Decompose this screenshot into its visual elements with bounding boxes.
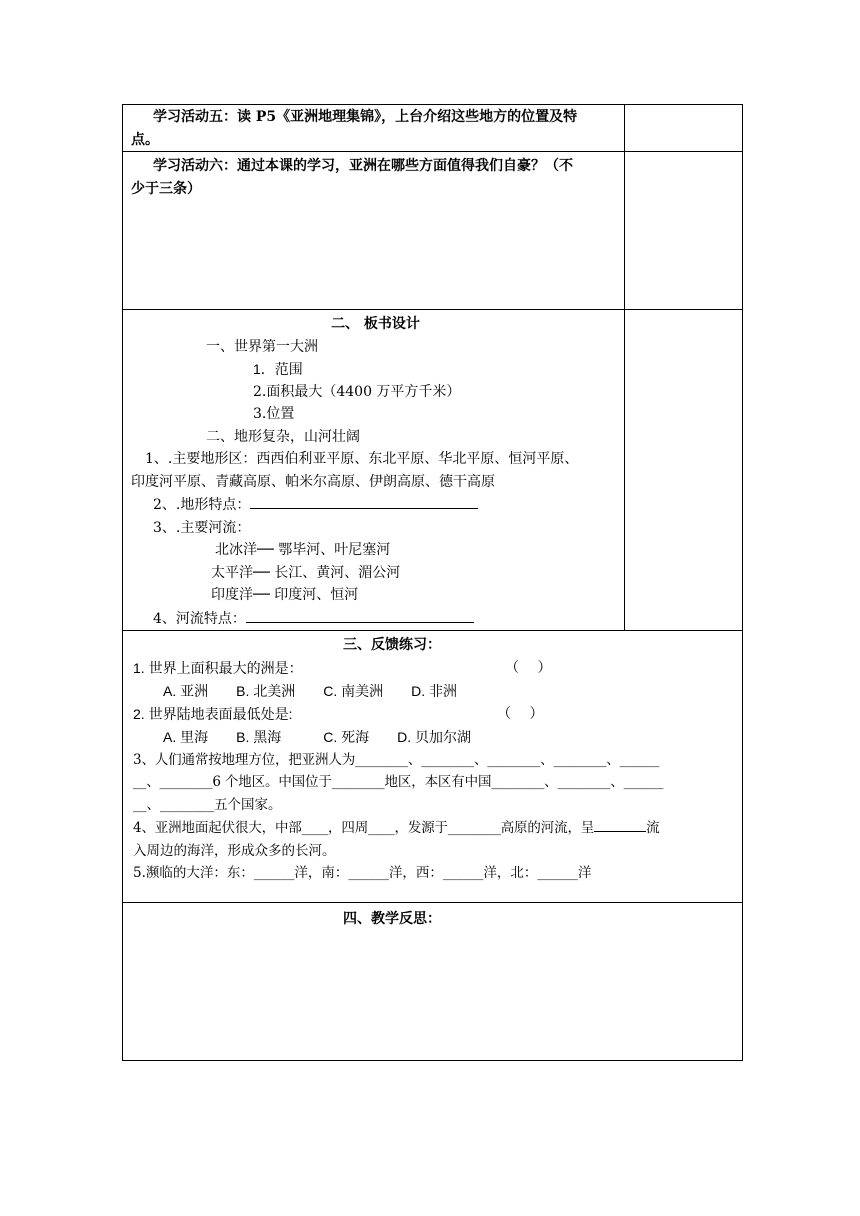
reflection-heading: 四、教学反思： (343, 911, 441, 927)
board-river-pacific: 太平洋── 长江、黄河、湄公河 (211, 564, 401, 581)
board-river-arctic: 北冰洋── 鄂毕河、叶尼塞河 (215, 542, 391, 558)
board-point1-line2: 印度河平原、青藏高原、帕米尔高原、伊朗高原、德干高原 (131, 473, 495, 490)
question-2-answer-paren: （ ） (497, 705, 544, 722)
question-4-line1-text: 4、亚洲地面起伏很大，中部____，四周____，发源于________高原的河流，呈 (133, 820, 595, 836)
board-point1-line1: 1、.主要地形区：西西伯利亚平原、东北平原、华北平原、恒河平原、 (145, 451, 579, 467)
board-design-notes-cell (625, 310, 743, 631)
board-section1-title: 一、世界第一大洲 (206, 338, 318, 355)
board-river-indian: 印度洋── 印度河、恒河 (211, 587, 359, 603)
question-5: 5.濒临的大洋：东：______洋，南：______洋，西：______洋，北：______洋 (133, 865, 592, 881)
feedback-heading: 三、反馈练习： (343, 637, 441, 653)
activity-five-row (123, 105, 743, 152)
activity-five-line2: 点。 (131, 131, 159, 148)
activity-six-notes-cell (625, 152, 743, 310)
question-2 (133, 703, 736, 727)
river-feature-blank (246, 607, 474, 623)
terrain-feature-blank (250, 493, 478, 509)
question-4-line2: 入周边的海洋，形成众多的长河。 (133, 842, 336, 859)
board-point2-label: 2、.地形特点： (153, 497, 251, 513)
activity-five-notes-cell (625, 105, 743, 152)
board-design-row (123, 310, 743, 631)
question-1-answer-paren: （ ） (505, 659, 552, 676)
activity-five-line1: 学习活动五：读 P5《亚洲地理集锦》，上台介绍这些地方的位置及特 (153, 109, 578, 125)
activity-six-line2: 少于三条） (131, 180, 201, 197)
question-1-text: 1. 世界上面积最大的洲是： (133, 659, 303, 676)
board-section1-item1: 1．范围 (253, 361, 303, 377)
board-point3-label: 3、.主要河流： (153, 519, 251, 536)
question-2-text: 2. 世界陆地表面最低处是: (133, 705, 293, 722)
board-section1-item2: 2.面积最大（4400 万平方千米） (253, 383, 461, 400)
board-section1-item3: 3.位置 (253, 406, 295, 422)
question-3-line1: 3、人们通常按地理方位，把亚洲人为________、________、________、________、______ (133, 751, 660, 768)
board-point4-label: 4、河流特点： (153, 610, 246, 627)
reflection-row (123, 903, 743, 1061)
question-3-line2: __、________6 个地区。中国位于________地区，本区有中国________、________、______ (133, 774, 664, 790)
question-4-line1-end: 流 (646, 820, 660, 836)
activity-six-row (123, 152, 743, 310)
question-4-line1 (133, 816, 736, 840)
question-3-line3: __、________五个国家。 (133, 796, 282, 813)
river-pattern-blank (594, 816, 646, 832)
question-2-options: A. 里海 B. 黑海 C. 死海 D. 贝加尔湖 (163, 729, 472, 745)
question-1-options: A. 亚洲 B. 北美洲 C. 南美洲 D. 非洲 (163, 683, 458, 699)
board-design-heading: 二、 板书设计 (331, 316, 420, 332)
feedback-row (123, 631, 743, 903)
question-1 (133, 657, 736, 681)
board-section2-title: 二、地形复杂，山河壮阔 (206, 428, 360, 445)
board-design-cell (123, 310, 625, 631)
activity-six-cell (123, 152, 625, 310)
feedback-cell (123, 631, 743, 903)
board-point2 (131, 493, 620, 517)
activity-five-cell (123, 105, 625, 152)
board-point4 (131, 607, 620, 631)
activity-six-line1: 学习活动六：通过本课的学习，亚洲在哪些方面值得我们自豪？（不 (153, 158, 573, 174)
lesson-plan-table (122, 104, 743, 1061)
reflection-cell (123, 903, 743, 1061)
